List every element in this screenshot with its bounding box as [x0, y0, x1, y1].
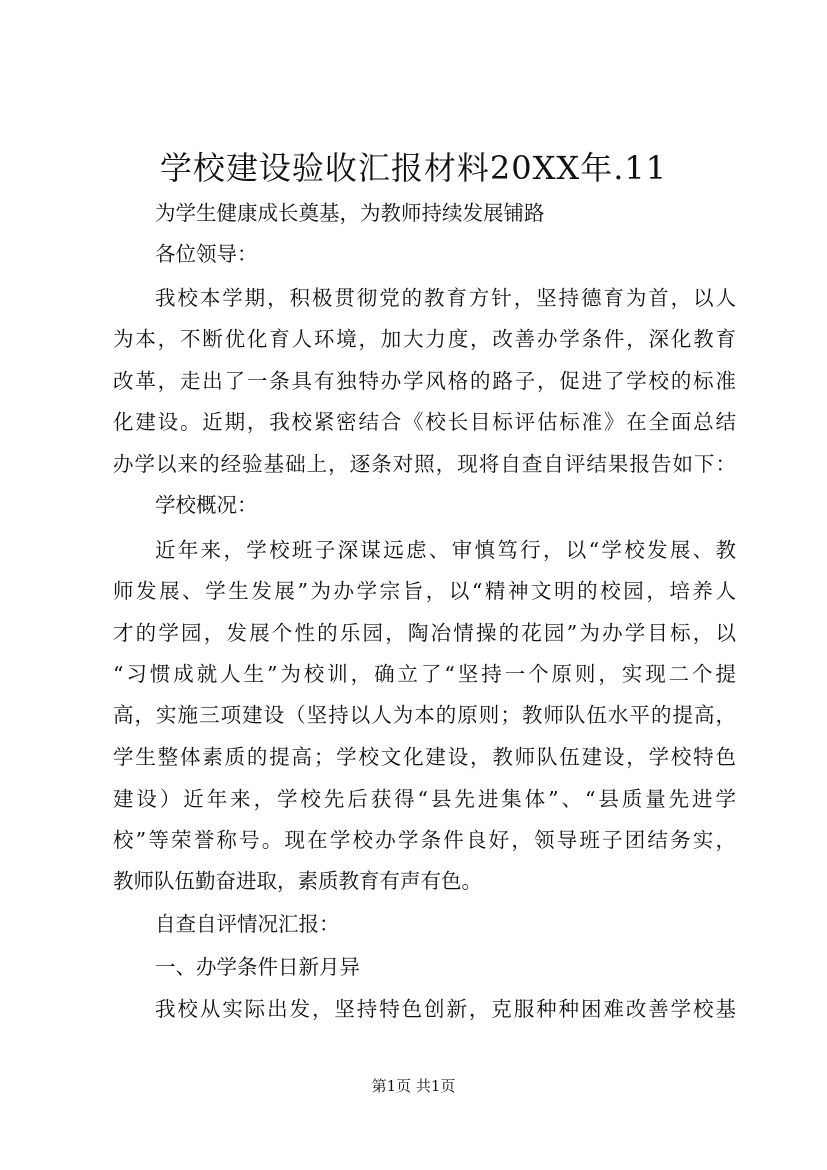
- overview-line: “习惯成就人生”为校训，确立了“坚持一个原则，实现二个提: [113, 662, 736, 686]
- body-line: 我校从实际出发，坚持特色创新，克服种种困难改善学校基: [155, 997, 736, 1021]
- intro-line: 我校本学期，积极贯彻党的教育方针，坚持德育为首，以人: [155, 286, 736, 310]
- section-heading-selfcheck: 自查自评情况汇报：: [155, 912, 340, 936]
- overview-line: 高，实施三项建设（坚持以人为本的原则；教师队伍水平的提高，: [113, 703, 736, 727]
- intro-line: 办学以来的经验基础上，逐条对照，现将自查自评结果报告如下：: [113, 452, 736, 476]
- overview-line: 教师队伍勤奋进取，素质教育有声有色。: [113, 869, 482, 893]
- overview-line: 建设）近年来，学校先后获得“县先进集体”、“县质量先进学: [113, 787, 736, 811]
- overview-line: 学生整体素质的提高；学校文化建设，教师队伍建设，学校特色: [113, 745, 736, 769]
- overview-line: 才的学园，发展个性的乐园，陶冶情操的花园”为办学目标，以: [113, 621, 736, 645]
- overview-line: 校”等荣誉称号。现在学校办学条件良好，领导班子团结务实，: [113, 828, 736, 852]
- intro-line: 改革，走出了一条具有独特办学风格的路子，促进了学校的标准: [113, 369, 736, 393]
- page-footer: 第1页 共1页: [371, 1077, 456, 1095]
- document-subtitle: 为学生健康成长奠基，为教师持续发展铺路: [155, 201, 545, 225]
- document-title: 学校建设验收汇报材料20XX年.11: [159, 149, 668, 187]
- section-heading-overview: 学校概况：: [155, 493, 258, 517]
- intro-line: 为本，不断优化育人环境，加大力度，改善办学条件，深化教育: [113, 327, 736, 351]
- greeting: 各位领导：: [155, 242, 258, 266]
- overview-line: 师发展、学生发展”为办学宗旨，以“精神文明的校园，培养人: [113, 579, 736, 603]
- section-heading-one: 一、办学条件日新月异: [155, 955, 360, 979]
- overview-line: 近年来，学校班子深谋远虑、审慎笃行，以“学校发展、教: [155, 538, 736, 562]
- intro-line: 化建设。近期，我校紧密结合《校长目标评估标准》在全面总结: [113, 410, 736, 434]
